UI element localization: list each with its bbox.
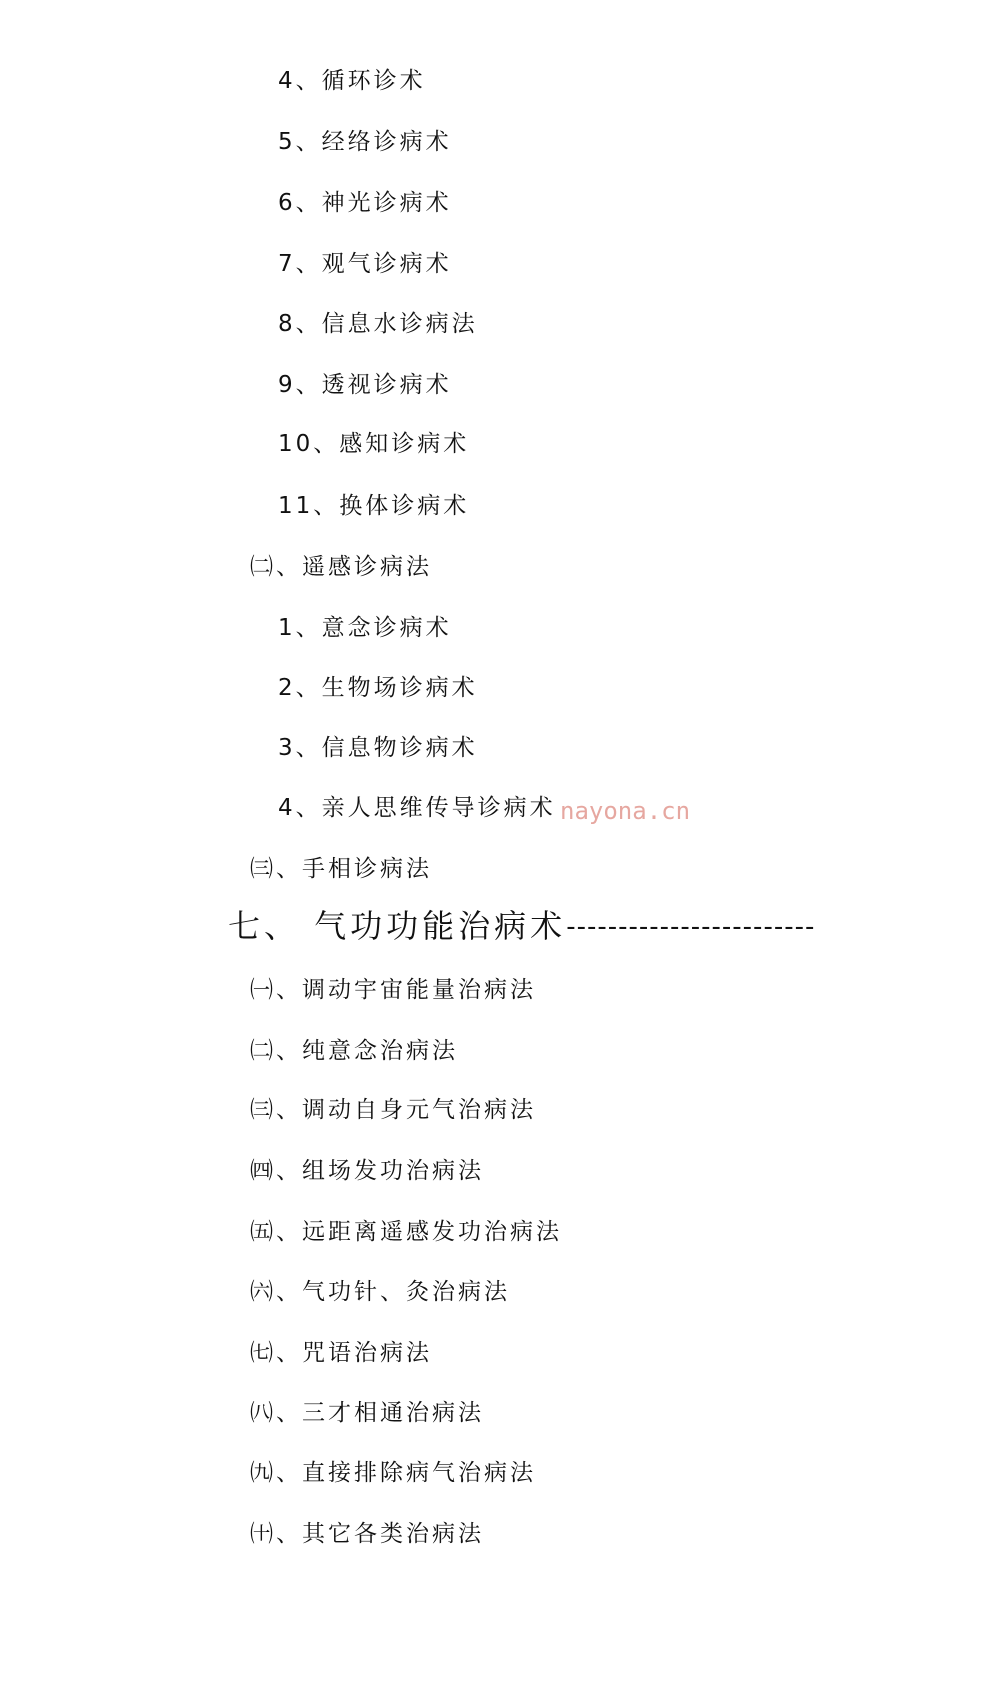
toc-entry: 6、神光诊病术 [278, 190, 452, 216]
toc-entry: 7、观气诊病术 [278, 251, 452, 277]
toc-entry: 1、意念诊病术 [278, 615, 452, 641]
toc-entry: 11、换体诊病术 [278, 493, 470, 519]
toc-leader: ------------------------ [566, 912, 816, 942]
toc-entry: 2、生物场诊病术 [278, 675, 478, 701]
toc-chapter [228, 906, 815, 947]
toc-section: ㈤、远距离遥感发功治病法 [250, 1219, 562, 1245]
toc-section: ㈡、遥感诊病法 [250, 554, 432, 580]
toc-section: ㈣、组场发功治病法 [250, 1158, 484, 1184]
toc-section: ㈠、调动宇宙能量治病法 [250, 977, 536, 1003]
toc-entry: 5、经络诊病术 [278, 129, 452, 155]
toc-section: ㈧、三才相通治病法 [250, 1400, 484, 1426]
toc-section: ㈩、其它各类治病法 [250, 1521, 484, 1547]
toc-entry: 4、亲人思维传导诊病术 [278, 795, 556, 821]
toc-section: ㈢、手相诊病法 [250, 856, 432, 882]
watermark: nayona.cn [560, 797, 691, 825]
toc-section: ㈡、纯意念治病法 [250, 1038, 458, 1064]
toc-section: ㈨、直接排除病气治病法 [250, 1460, 536, 1486]
toc-section: ㈥、气功针、灸治病法 [250, 1279, 510, 1305]
toc-entry: 10、感知诊病术 [278, 431, 470, 457]
toc-section: ㈦、咒语治病法 [250, 1340, 432, 1366]
toc-entry: 8、信息水诊病法 [278, 311, 478, 337]
toc-section: ㈢、调动自身元气治病法 [250, 1097, 536, 1123]
toc-entry: 4、循环诊术 [278, 68, 426, 94]
toc-chapter-title: 七、 气功功能治病术 [228, 907, 567, 945]
toc-entry: 9、透视诊病术 [278, 372, 452, 398]
toc-entry: 3、信息物诊病术 [278, 735, 478, 761]
